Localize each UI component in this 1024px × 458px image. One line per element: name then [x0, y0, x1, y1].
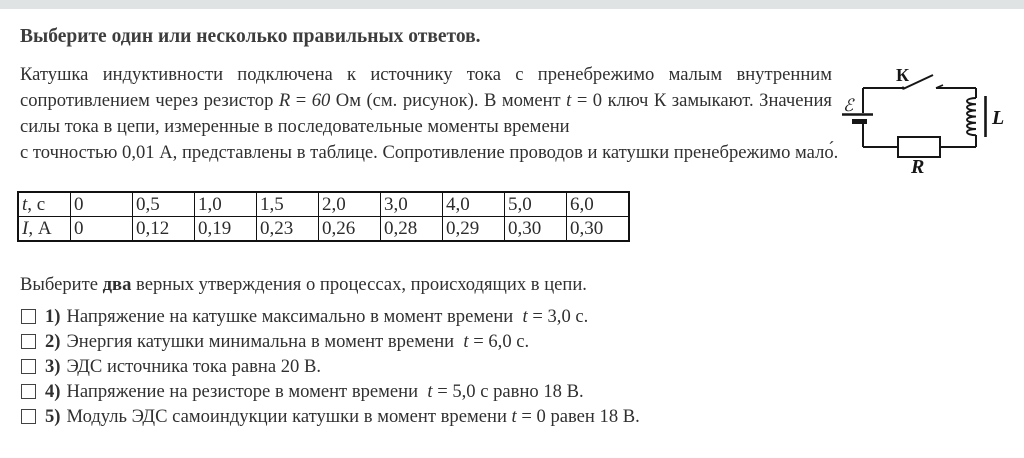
table-cell: 4,0	[443, 192, 505, 217]
text-segment: Энергия катушки минимальна в момент времени	[66, 331, 464, 352]
table-cell: 5,0	[505, 192, 567, 217]
text-segment: Напряжение на катушке максимально в момент времени	[66, 306, 523, 327]
emf-label: ℰ	[843, 96, 854, 115]
text-segment: t	[522, 306, 528, 327]
option-4-checkbox[interactable]	[21, 384, 36, 399]
option-1	[20, 306, 640, 331]
text-segment: , с	[27, 193, 46, 215]
option-2	[20, 331, 640, 356]
text-segment: ЭДС источника тока равна 20 В.	[66, 356, 322, 377]
table-cell: 0,19	[195, 217, 257, 242]
resistor-label: R	[911, 156, 925, 178]
switch-pivot	[902, 87, 905, 90]
resistor-body	[898, 137, 940, 157]
text-segment: Ом (см. рисунок). В момент	[330, 90, 567, 111]
option-number: 2)	[45, 331, 61, 352]
options-list	[20, 306, 640, 431]
row-label	[18, 192, 71, 217]
table-cell: 0,30	[567, 217, 630, 242]
text-segment: два	[102, 274, 132, 295]
problem-line	[20, 114, 832, 140]
text-segment: t	[566, 90, 572, 111]
text-segment: , А	[28, 217, 52, 239]
text-segment: = 0 равен 18 В.	[516, 406, 640, 427]
text-segment: сопротивлением через резистор	[20, 90, 279, 111]
text-segment: I	[22, 217, 29, 239]
subheading	[20, 274, 587, 296]
text-segment: 60	[311, 90, 331, 111]
inductor-label: L	[992, 107, 1005, 129]
option-3	[20, 356, 640, 381]
option-5-checkbox[interactable]	[21, 409, 36, 424]
table-cell: 2,0	[319, 192, 381, 217]
text-segment: силы тока в цепи, измеренные в последовательные моменты времени	[20, 116, 570, 137]
table-cell: 0,5	[133, 192, 195, 217]
text-segment: верных утверждения о процессах, происходящих в цепи.	[131, 274, 587, 295]
data-table	[17, 191, 630, 242]
problem-line	[20, 62, 832, 88]
option-number: 3)	[45, 356, 61, 377]
text-segment: = 3,0 с.	[527, 306, 589, 327]
option-5	[20, 406, 640, 431]
text-segment: Модуль ЭДС самоиндукции катушки в момент времени	[66, 406, 512, 427]
table-cell: 3,0	[381, 192, 443, 217]
table-cell: 0,29	[443, 217, 505, 242]
table-row	[18, 192, 629, 217]
top-bar	[0, 0, 1024, 9]
option-text	[67, 381, 584, 403]
option-text	[67, 306, 589, 328]
text-segment: t	[463, 331, 469, 352]
row-label	[18, 217, 71, 242]
problem-line	[20, 140, 839, 166]
problem-text	[20, 62, 839, 166]
table-body	[18, 192, 629, 241]
option-number: 4)	[45, 381, 61, 402]
text-segment: Катушка индуктивности подключена к источнику тока с пренебрежимо малым внутренним	[20, 64, 832, 85]
table-cell: 0	[71, 217, 133, 242]
table-cell: 1,0	[195, 192, 257, 217]
table-cell: 0	[71, 192, 133, 217]
table-cell: 0,28	[381, 217, 443, 242]
text-segment: t	[427, 381, 433, 402]
page-title: Выберите один или несколько правильных ответов.	[20, 26, 481, 47]
text-segment: = 0 ключ К замыкают. Значения	[571, 90, 832, 111]
inductor-coil	[967, 98, 976, 135]
option-text	[67, 406, 640, 428]
table-cell: 0,26	[319, 217, 381, 242]
option-3-checkbox[interactable]	[21, 359, 36, 374]
text-segment: t	[22, 193, 28, 215]
table-cell: 0,12	[133, 217, 195, 242]
table-cell: 6,0	[567, 192, 630, 217]
text-segment: t	[511, 406, 517, 427]
text-segment: Напряжение на резисторе в момент времени	[66, 381, 428, 402]
circuit-diagram	[840, 55, 1020, 183]
text-segment: = 5,0 с равно 18 В.	[432, 381, 584, 402]
text-segment: = 6,0 с.	[468, 331, 530, 352]
text-segment: =	[290, 90, 312, 111]
table-cell: 1,5	[257, 192, 319, 217]
option-text	[67, 356, 322, 378]
switch-label: К	[896, 65, 910, 85]
text-segment: Выберите	[20, 274, 103, 295]
table-cell: 0,23	[257, 217, 319, 242]
problem-line	[20, 88, 832, 114]
option-4	[20, 381, 640, 406]
option-1-checkbox[interactable]	[21, 309, 36, 324]
table-cell: 0,30	[505, 217, 567, 242]
option-number: 5)	[45, 406, 61, 427]
option-text	[67, 331, 530, 353]
text-segment: с точностью 0,01 А, представлены в таблице. Сопротивление проводов и катушки пренебрежимо мало́.	[20, 142, 839, 163]
text-segment: R	[278, 90, 291, 111]
option-2-checkbox[interactable]	[21, 334, 36, 349]
option-number: 1)	[45, 306, 61, 327]
table-row	[18, 217, 629, 242]
